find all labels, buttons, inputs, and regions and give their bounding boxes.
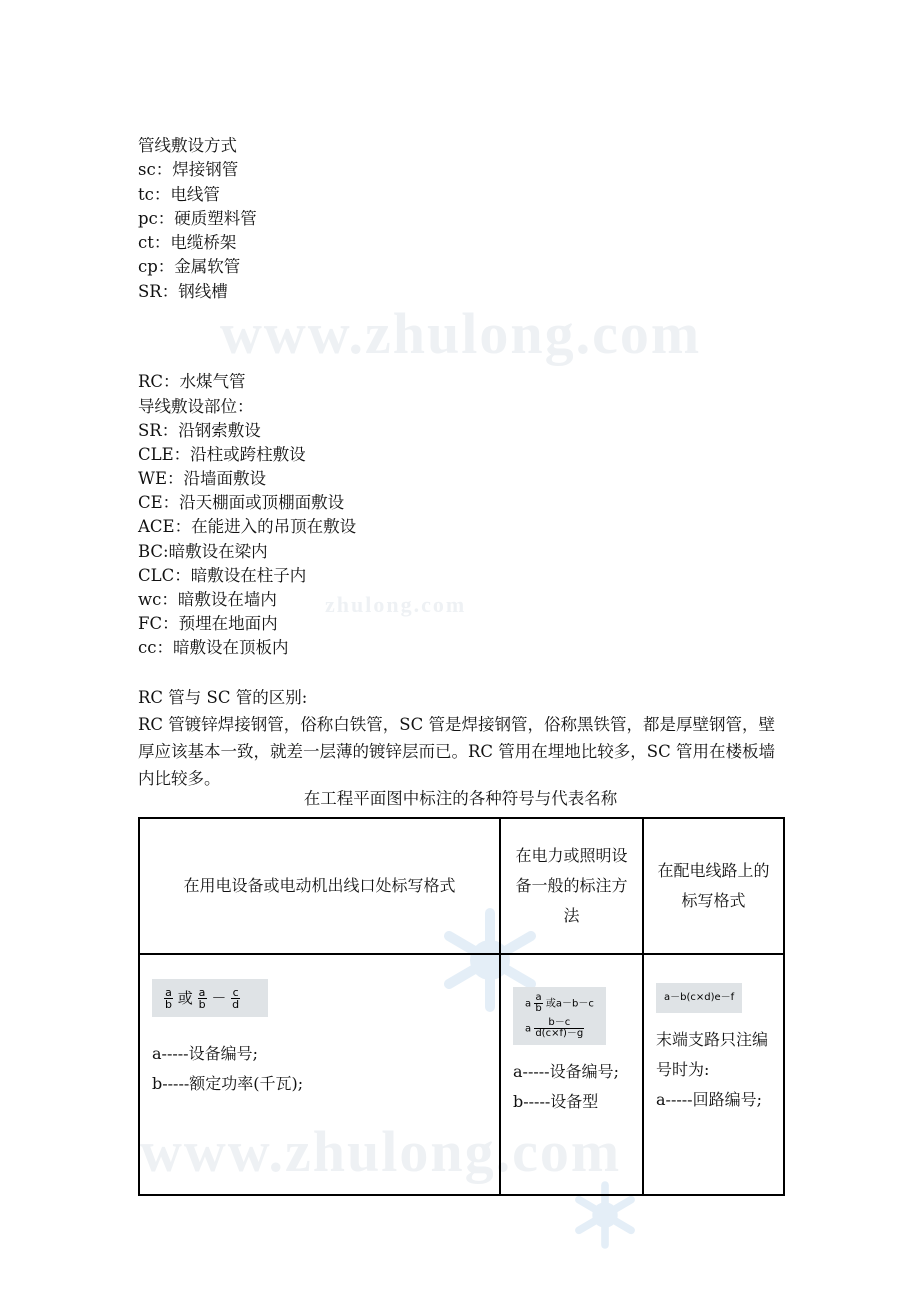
header-distribution-line-format: 在配电线路上的标写格式 [643,818,784,954]
heading-rc-sc-difference: RC 管与 SC 管的区别: [138,688,308,707]
table-header-row [139,818,784,954]
heading-wire-laying-position: 导线敷设部位： [138,397,254,416]
list-item: SR：沿钢索敷设 [138,421,261,440]
watermark-large-bottom: www.zhulong.com [140,1119,622,1184]
list-item: cp：金属软管 [138,257,241,276]
list-item: CE：沿天棚面或顶棚面敷设 [138,493,345,512]
symbol-table [138,817,785,1196]
formula-equipment-outlet: $\frac{a}{b}$ 或 $\frac{a}{b}$ － $\frac{c}{d}$ [152,979,268,1017]
list-item: sc：焊接钢管 [138,160,239,179]
list-item: CLC：暗敷设在柱子内 [138,566,307,585]
formula-distribution-line: a－b(c×d)e－f [656,983,742,1013]
header-power-lighting-notation: 在电力或照明设备一般的标注方法 [500,818,643,954]
list-item: ct：电缆桥架 [138,233,237,252]
formula-power-lighting: a $\frac{a}{b}$ 或a－b－c a $\frac{b-c}{d(c\times f)-g}$ [513,987,606,1045]
list-item: CLE：沿柱或跨柱敷设 [138,445,306,464]
list-item: WE：沿墙面敷设 [138,469,267,488]
legend-line: a-----设备编号; [513,1062,619,1081]
cell-equipment-outlet [139,954,500,1195]
table-caption: 在工程平面图中标注的各种符号与代表名称 [303,789,618,808]
legend-line: 末端支路只注编号时为: [656,1030,769,1079]
paragraph-rc-sc-difference: RC 管镀锌焊接钢管，俗称白铁管，SC 管是焊接钢管，俗称黑铁管，都是厚壁钢管，壁厚应该基本一致，就差一层薄的镀锌层而已。RC 管用在埋地比较多，SC 管用在楼板墙内比较多。 [138,715,775,788]
list-item: FC：预埋在地面内 [138,614,278,633]
list-item: BC:暗敷设在梁内 [138,542,268,561]
heading-pipe-laying-method: 管线敷设方式 [138,136,237,155]
legend-line: b-----设备型 [513,1092,599,1111]
legend-line: b-----额定功率(千瓦); [152,1074,304,1093]
list-item: cc：暗敷设在顶板内 [138,638,289,657]
legend-line: a-----回路编号; [656,1090,762,1109]
list-item: ACE：在能进入的吊顶在敷设 [138,517,357,536]
cell-distribution-line [643,954,784,1195]
list-item: wc：暗敷设在墙内 [138,590,277,609]
list-item: pc：硬质塑料管 [138,209,257,228]
header-equipment-outlet-format: 在用电设备或电动机出线口处标写格式 [139,818,500,954]
legend-line: a-----设备编号; [152,1044,258,1063]
watermark-small: zhulong.com [325,592,467,617]
cell-power-lighting [500,954,643,1195]
list-item: SR：钢线槽 [138,282,228,301]
list-item: tc：电线管 [138,185,220,204]
table-row [139,954,784,1195]
watermark-large-top: www.zhulong.com [220,301,702,366]
list-item: RC：水煤气管 [138,372,246,391]
